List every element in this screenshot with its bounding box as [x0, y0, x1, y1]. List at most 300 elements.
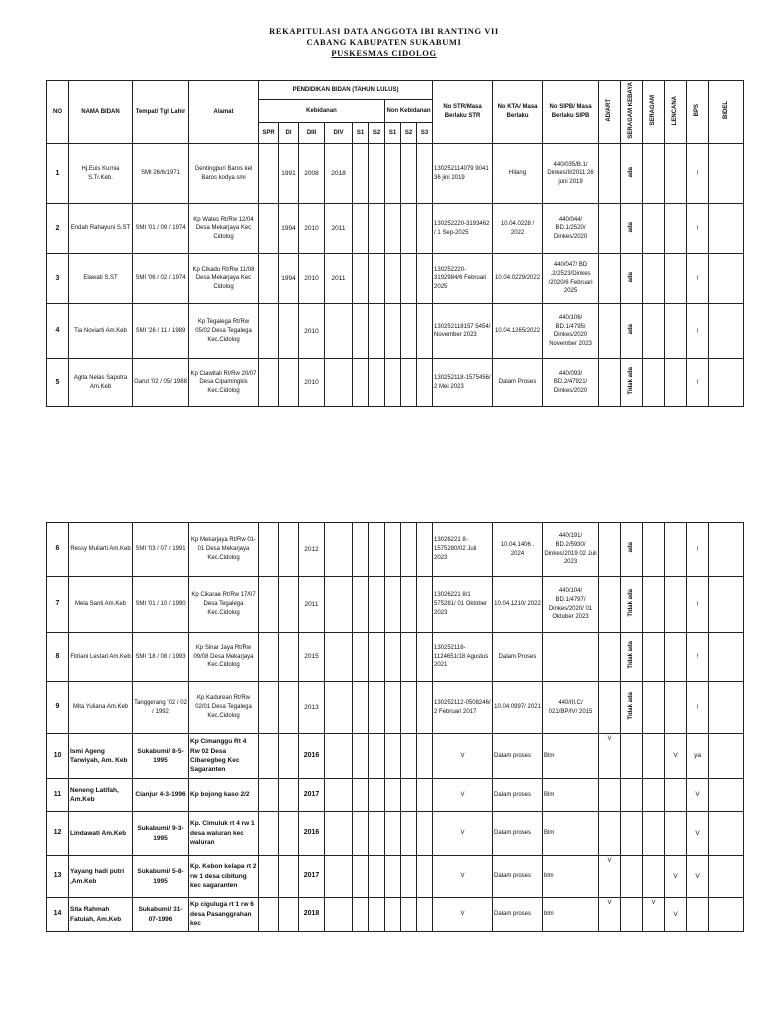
row-div [325, 682, 353, 734]
row-di [279, 523, 299, 577]
doc-title-line2: CABANG KABUPATEN SUKABUMI [306, 37, 462, 47]
row-kta: 10.04.1406 . 2024 [493, 523, 543, 577]
row-no: 14 [47, 898, 69, 932]
row-alamat: Kp Tegalega Rt/Rw 05/02 Desa Tegalega Kec.Cidolog [189, 304, 259, 359]
row-lencana: V [665, 856, 687, 898]
row-sipb: 440/047/ BD .2/2523/Dinkes /2020/6 Februari 2025 [543, 254, 599, 304]
row-nk-s1 [385, 633, 401, 682]
row-seragam-kebaya: Tidak ada [628, 367, 635, 395]
row-kta: Dalam proses [493, 812, 543, 856]
col-seragam: SERAGAM [650, 94, 657, 126]
row-sipb: Blm [543, 779, 599, 812]
row-spr [259, 359, 279, 407]
row-s2 [369, 254, 385, 304]
row-bps: ! [687, 577, 709, 633]
row-di [279, 856, 299, 898]
row-diii: 2008 [299, 144, 325, 204]
row-nk-s2 [401, 898, 417, 932]
row-di [279, 359, 299, 407]
row-seragam-kebaya-cell [621, 304, 643, 359]
row-seragam [643, 204, 665, 254]
row-di [279, 898, 299, 932]
row-bidel [709, 144, 744, 204]
row-seragam-kebaya-cell [621, 204, 643, 254]
row-nk-s1 [385, 682, 401, 734]
row-no: 12 [47, 812, 69, 856]
row-div [325, 523, 353, 577]
row-spr [259, 856, 279, 898]
row-seragam-kebaya-cell [621, 898, 643, 932]
row-bps: ! [687, 359, 709, 407]
row-bps: ! [687, 523, 709, 577]
row-str: 130252112-0508246/ 2 Februari 2017 [433, 682, 493, 734]
row-nk-s3 [417, 856, 433, 898]
row-ttl: SMI '06 / 02 / 1974 [133, 254, 189, 304]
row-lencana [665, 254, 687, 304]
member-table-bottom [46, 522, 744, 932]
col-str: No STR/Masa Berlaku STR [433, 81, 493, 144]
row-ttl: Sukabumi/ 5-8-1995 [133, 856, 189, 898]
row-seragam: V [643, 898, 665, 932]
row-adart [599, 682, 621, 734]
row-di [279, 734, 299, 779]
row-adart [599, 779, 621, 812]
row-nama: Ismi Ageng Tarwiyah, Am. Keb [69, 734, 133, 779]
row-seragam [643, 523, 665, 577]
row-diii: 2016 [299, 734, 325, 779]
row-bidel [709, 812, 744, 856]
row-alamat: Kp Sinar Jaya Rt/Rw 09/08 Desa Mekarjaya Kec.Cidolog [189, 633, 259, 682]
row-seragam-kebaya-cell [621, 682, 643, 734]
row-adart [599, 144, 621, 204]
row-lencana: V [665, 898, 687, 932]
row-diii: 2010 [299, 359, 325, 407]
row-diii: 2013 [299, 682, 325, 734]
row-nama: Lindawati Am.Keb [69, 812, 133, 856]
row-bidel [709, 254, 744, 304]
table-row [47, 682, 744, 734]
col-sipb: No SIPB/ Masa Berlaku SIPB [543, 81, 599, 144]
row-nk-s2 [401, 254, 417, 304]
row-bidel [709, 304, 744, 359]
row-seragam-kebaya: ada [628, 324, 635, 335]
row-nk-s2 [401, 204, 417, 254]
row-adart [599, 812, 621, 856]
row-no: 1 [47, 144, 69, 204]
row-sipb: 440/035/B.1/ Dinkes/II/2011 26 juni 2019 [543, 144, 599, 204]
row-nk-s3 [417, 577, 433, 633]
row-kta: 10.04.0229/2022 [493, 254, 543, 304]
row-ttl: Tanggerang '02 / 02 / 1992 [133, 682, 189, 734]
col-ttl: Tempat/ Tgl Lahir [133, 81, 189, 144]
row-s2 [369, 779, 385, 812]
row-bps: V [687, 779, 709, 812]
row-seragam [643, 633, 665, 682]
row-bps: ! [687, 204, 709, 254]
row-sipb: 440/044/ BD.1/2520/ Dinkes/2020 [543, 204, 599, 254]
row-seragam-kebaya-cell [621, 523, 643, 577]
row-nama: Mita Yuliana Am.Keb [69, 682, 133, 734]
row-lencana [665, 812, 687, 856]
row-kta: Dalam proses [493, 734, 543, 779]
row-nk-s1 [385, 254, 401, 304]
row-seragam [643, 812, 665, 856]
row-spr [259, 577, 279, 633]
row-diii: 2011 [299, 577, 325, 633]
row-s1 [353, 144, 369, 204]
row-nk-s3 [417, 734, 433, 779]
row-lencana [665, 144, 687, 204]
row-diii: 2018 [299, 898, 325, 932]
table-row [47, 856, 744, 898]
row-spr [259, 812, 279, 856]
row-seragam-kebaya-cell [621, 856, 643, 898]
row-di: 1994 [279, 204, 299, 254]
row-di: 1991 [279, 144, 299, 204]
row-spr [259, 779, 279, 812]
row-nk-s3 [417, 779, 433, 812]
row-s2 [369, 856, 385, 898]
row-div [325, 856, 353, 898]
row-nama: Fitriani Lestari Am.Keb [69, 633, 133, 682]
row-div [325, 734, 353, 779]
row-str: 13026221 8-1575280/02 Juli 2023 [433, 523, 493, 577]
table-row [47, 633, 744, 682]
row-bps: ! [687, 254, 709, 304]
row-seragam [643, 144, 665, 204]
row-div [325, 577, 353, 633]
row-di [279, 779, 299, 812]
row-s1 [353, 856, 369, 898]
row-lencana [665, 633, 687, 682]
row-nk-s2 [401, 144, 417, 204]
row-alamat: Kp bojong kaso 2/2 [189, 779, 259, 812]
row-div [325, 304, 353, 359]
table-row [47, 144, 744, 204]
col-diii: DIII [299, 123, 325, 144]
row-bidel [709, 359, 744, 407]
row-no: 9 [47, 682, 69, 734]
row-bidel [709, 523, 744, 577]
row-str: 13026221 8/1 575281/ 01 Oktober 2023 [433, 577, 493, 633]
row-div [325, 359, 353, 407]
row-alamat: Kp. Kebon kelapa rt 2 rw 1 desa cibitung kec sagaranten [189, 856, 259, 898]
row-s2 [369, 633, 385, 682]
row-nama: Ressy Muliarti Am.Keb [69, 523, 133, 577]
row-kta: 10.04.1265/2022 [493, 304, 543, 359]
row-spr [259, 633, 279, 682]
row-ttl: Cianjur 4-3-1996 [133, 779, 189, 812]
row-nk-s1 [385, 144, 401, 204]
col-kebidanan: Kebidanan [259, 99, 385, 122]
row-nk-s3 [417, 682, 433, 734]
row-str: 130252114079 9041 36 jini 2019 [433, 144, 493, 204]
col-lencana: LENCANA [672, 95, 679, 125]
row-s1 [353, 577, 369, 633]
row-seragam-kebaya-cell [621, 144, 643, 204]
row-kta: Dalam Proses [493, 633, 543, 682]
row-seragam [643, 856, 665, 898]
row-lencana [665, 577, 687, 633]
row-sipb: Blm [543, 812, 599, 856]
row-s2 [369, 304, 385, 359]
row-seragam-kebaya-cell [621, 577, 643, 633]
row-seragam-kebaya: ada [628, 221, 635, 233]
row-adart [599, 304, 621, 359]
row-seragam-kebaya: Tidak ada [628, 641, 635, 669]
table-row [47, 254, 744, 304]
row-alamat: Kp Cimanggu Rt 4 Rw 02 Desa Cibaregbeg Kec Sagaranten [189, 734, 259, 779]
row-nk-s1 [385, 898, 401, 932]
row-bps: ! [687, 633, 709, 682]
row-s1 [353, 204, 369, 254]
row-no: 8 [47, 633, 69, 682]
col-nk-s1: S1 [385, 123, 401, 144]
row-seragam [643, 359, 665, 407]
row-s1 [353, 633, 369, 682]
col-bps: BPS [694, 104, 701, 117]
table-row [47, 812, 744, 856]
table-row [47, 304, 744, 359]
row-s2 [369, 682, 385, 734]
row-nk-s2 [401, 734, 417, 779]
row-s2 [369, 734, 385, 779]
row-adart: V [599, 734, 621, 779]
row-nk-s3 [417, 523, 433, 577]
row-nama: Neneng Latifah, Am.Keb [69, 779, 133, 812]
row-s1 [353, 682, 369, 734]
row-seragam-kebaya: ada [628, 271, 635, 283]
row-nk-s1 [385, 204, 401, 254]
row-sipb: 440/191/ BD.2/5930/ Dinkes/2019 02 Juli 2023 [543, 523, 599, 577]
row-spr [259, 523, 279, 577]
row-nk-s2 [401, 856, 417, 898]
row-seragam-kebaya-cell [621, 359, 643, 407]
row-s2 [369, 204, 385, 254]
row-bps: ! [687, 682, 709, 734]
row-di [279, 682, 299, 734]
col-adart: AD/ART [606, 98, 613, 122]
col-bidel: BIDEL [722, 101, 729, 120]
row-bps: ! [687, 144, 709, 204]
row-di [279, 304, 299, 359]
col-s1: S1 [353, 123, 369, 144]
row-spr [259, 304, 279, 359]
table-row [47, 359, 744, 407]
row-adart [599, 577, 621, 633]
row-bps: V [687, 812, 709, 856]
row-nk-s3 [417, 359, 433, 407]
row-adart [599, 204, 621, 254]
row-nk-s1 [385, 812, 401, 856]
row-div [325, 779, 353, 812]
row-kta: Dalam proses [493, 779, 543, 812]
doc-title-line3: PUSKESMAS CIDOLOG [331, 48, 437, 58]
col-non-kebidanan: Non Kebidanan [385, 99, 433, 122]
doc-title-line1: REKAPITULASI DATA ANGGOTA IBI RANTING VII [269, 26, 499, 36]
row-seragam [643, 577, 665, 633]
row-kta: Dalam proses [493, 898, 543, 932]
col-div: DIV [325, 123, 353, 144]
row-s2 [369, 523, 385, 577]
col-di: DI [279, 123, 299, 144]
row-lencana [665, 359, 687, 407]
row-str: 130252220-3192984/6 Februari 2025 [433, 254, 493, 304]
row-nk-s3 [417, 812, 433, 856]
row-nama: Endah Rahayuni S.ST [69, 204, 133, 254]
row-lencana [665, 779, 687, 812]
table-row [47, 734, 744, 779]
row-s1 [353, 779, 369, 812]
row-nk-s3 [417, 144, 433, 204]
row-alamat: Kp Kadurean Rt/Rw 02/01 Desa Tegalega Kec.Cidolog [189, 682, 259, 734]
table-row [47, 898, 744, 932]
row-spr [259, 682, 279, 734]
row-nk-s3 [417, 633, 433, 682]
row-nama: Elawati S.ST [69, 254, 133, 304]
row-alamat: Gentingpuri Baros kel Baros kodya smi [189, 144, 259, 204]
row-adart: V [599, 898, 621, 932]
row-nk-s1 [385, 734, 401, 779]
col-nama: NAMA BIDAN [69, 81, 133, 144]
row-seragam-kebaya: ada [628, 166, 635, 178]
row-kta: 10.04.0228 / 2022 [493, 204, 543, 254]
row-sipb: 440/104/ BD.1/4797/ Dinkes/2020/ 01 Oktober 2023 [543, 577, 599, 633]
row-nk-s1 [385, 577, 401, 633]
row-str: 130252116-1124651/18 Agustus 2021 [433, 633, 493, 682]
row-diii: 2015 [299, 633, 325, 682]
row-ttl: SMI '26 / 11 / 1989 [133, 304, 189, 359]
row-alamat: Kp Ciawitali Rt/Rw 20/07 Desa Cipamingkis Kec.Cidolog [189, 359, 259, 407]
row-str: V [433, 812, 493, 856]
row-lencana [665, 682, 687, 734]
row-no: 4 [47, 304, 69, 359]
row-nama: Tia Noviarti Am.Keb [69, 304, 133, 359]
row-ttl: Sukabumi/ 31-07-1996 [133, 898, 189, 932]
row-sipb: 440/093/ BD.2/47921/ Dinkes/2020 [543, 359, 599, 407]
row-seragam-kebaya-cell [621, 779, 643, 812]
row-alamat: Kp Cikadu Rt/Rw 11/08 Desa Mekarjaya Kec Cidolog [189, 254, 259, 304]
row-nk-s3 [417, 204, 433, 254]
row-seragam-kebaya: ada [628, 542, 635, 553]
row-s2 [369, 359, 385, 407]
row-s2 [369, 577, 385, 633]
row-diii: 2012 [299, 523, 325, 577]
row-no: 2 [47, 204, 69, 254]
row-diii: 2010 [299, 304, 325, 359]
row-nama: Mela Santi Am.Keb [69, 577, 133, 633]
row-div: 2011 [325, 204, 353, 254]
row-no: 6 [47, 523, 69, 577]
row-lencana [665, 204, 687, 254]
row-s1 [353, 304, 369, 359]
row-nk-s1 [385, 523, 401, 577]
row-s1 [353, 734, 369, 779]
row-alamat: Kp ciguluga rt 1 rw 6 desa Pasanggrahan kec [189, 898, 259, 932]
row-ttl: Sukabumi/ 8-5-1995 [133, 734, 189, 779]
row-di [279, 577, 299, 633]
col-pendidikan: PENDIDIKAN BIDAN (TAHUN LULUS) [259, 81, 433, 100]
row-bidel [709, 633, 744, 682]
row-str: V [433, 779, 493, 812]
row-spr [259, 254, 279, 304]
row-lencana: V [665, 734, 687, 779]
row-nk-s1 [385, 856, 401, 898]
row-bps [687, 898, 709, 932]
row-s2 [369, 812, 385, 856]
row-bps: ! [687, 304, 709, 359]
row-sipb: blm [543, 898, 599, 932]
row-bidel [709, 856, 744, 898]
row-seragam [643, 734, 665, 779]
row-alamat: Kp Wates Rt/Rw 12/04 Desa Mekarjaya Kec Cidolog [189, 204, 259, 254]
row-seragam-kebaya-cell [621, 812, 643, 856]
row-nama: Hj.Euis Kurnia S.Tr.Keb. [69, 144, 133, 204]
row-nk-s1 [385, 304, 401, 359]
row-div [325, 812, 353, 856]
row-nama: Agita Nelas Saputra Am.Keb [69, 359, 133, 407]
row-kta: Hilang [493, 144, 543, 204]
row-kta: 10.04.1210/ 2022 [493, 577, 543, 633]
row-no: 5 [47, 359, 69, 407]
row-kta: Dalam Proses [493, 359, 543, 407]
row-nk-s2 [401, 577, 417, 633]
row-adart [599, 523, 621, 577]
row-str: 130252220-3193462 / 1 Sep-2025 [433, 204, 493, 254]
row-s1 [353, 359, 369, 407]
row-sipb: 440/III.C/ 021/BP/IV/ 2015 [543, 682, 599, 734]
col-spr: SPR [259, 123, 279, 144]
row-sipb: 440/106/ BD.1/4795/ Dinkes/2020 November 2023 [543, 304, 599, 359]
row-sipb: blm [543, 856, 599, 898]
row-diii: 2016 [299, 812, 325, 856]
row-nk-s2 [401, 812, 417, 856]
row-lencana [665, 523, 687, 577]
row-s1 [353, 254, 369, 304]
row-no: 3 [47, 254, 69, 304]
row-s1 [353, 523, 369, 577]
row-ttl: SMI 26/6/1971 [133, 144, 189, 204]
row-nk-s2 [401, 682, 417, 734]
row-str: V [433, 734, 493, 779]
row-nk-s3 [417, 898, 433, 932]
col-seragam-kebaya: SERAGAM KEBAYA [628, 82, 635, 139]
row-seragam-kebaya: Tidak ada [628, 691, 635, 720]
table-row [47, 523, 744, 577]
row-nk-s3 [417, 254, 433, 304]
row-no: 13 [47, 856, 69, 898]
row-s2 [369, 144, 385, 204]
row-seragam [643, 304, 665, 359]
row-seragam [643, 682, 665, 734]
col-no: NO [47, 81, 69, 144]
row-adart [599, 633, 621, 682]
row-no: 7 [47, 577, 69, 633]
row-no: 10 [47, 734, 69, 779]
row-nk-s1 [385, 359, 401, 407]
row-adart [599, 359, 621, 407]
col-alamat: Alamat [189, 81, 259, 144]
row-seragam-kebaya: Tidak ada [628, 588, 635, 617]
row-spr [259, 204, 279, 254]
row-nama: Yayang hadi putri ,Am.Keb [69, 856, 133, 898]
row-nama: Sita Rahmah Fatulah, Am.Keb [69, 898, 133, 932]
row-seragam [643, 779, 665, 812]
row-seragam-kebaya-cell [621, 633, 643, 682]
row-str: 130252118157 5454/ November 2023 [433, 304, 493, 359]
row-ttl: Garut '02 / 05/ 1988 [133, 359, 189, 407]
row-s1 [353, 898, 369, 932]
